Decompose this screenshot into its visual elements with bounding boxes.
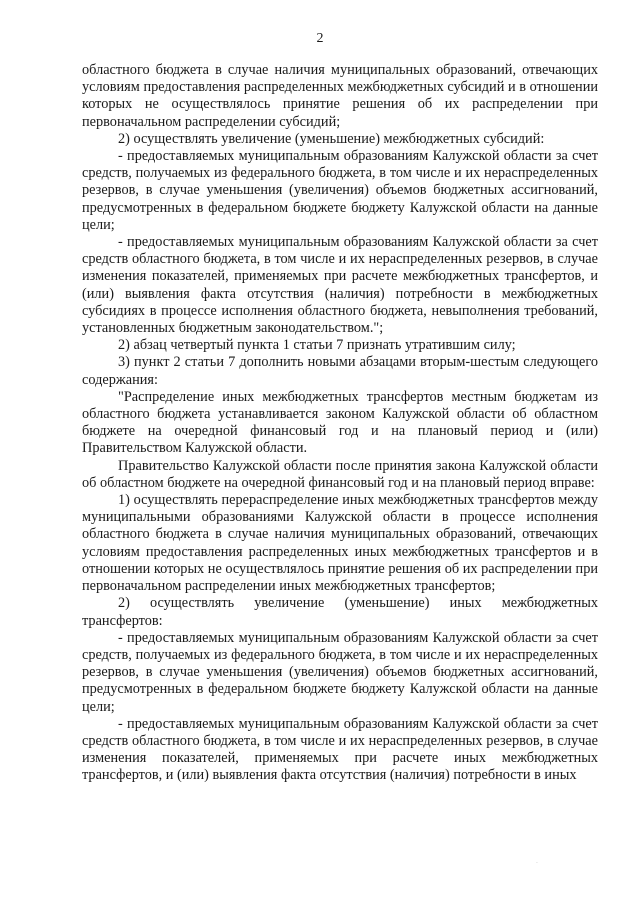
paragraph-federal-subsidies: - предоставляемых муниципальным образованиям Калужской области за счет средств, получаемых из федерального бюджета, в том числе и их нераспределенных резервов, в случае уменьшения (увеличения) объемов бюджетных ассигнований, предусмотренных в федеральном бюджете бюджету Калужской области на данные цели; [82, 148, 598, 233]
paragraph-federal-transfers: - предоставляемых муниципальным образованиям Калужской области за счет средств, получаемых из федерального бюджета, в том числе и их нераспределенных резервов, в случае уменьшения (увеличения) объемов бюджетных ассигнований, предусмотренных в федеральном бюджете бюджету Калужской области на данные цели; [82, 629, 598, 715]
paragraph-item-1-redistribution: 1) осуществлять перераспределение иных межбюджетных трансфертов между муниципальными образованиями Калужской области в процессе исполнения областного бюджета в случае наличия муниципальных образований, отвечающих условиям предоставления распределенных иных межбюджетных трансфертов и в отношении которых не осуществлялось принятие решения об их распределении при первоначальном распределении иных межбюджетных трансфертов; [82, 492, 598, 595]
paragraph-article-7-repeal: 2) абзац четвертый пункта 1 статьи 7 признать утратившим силу; [118, 337, 516, 354]
paragraph-item-2-transfers: 2) осуществлять увеличение (уменьшение) иных межбюджетных трансфертов: [82, 595, 598, 629]
document-body [82, 62, 598, 785]
scan-mark: . [536, 858, 538, 865]
paragraph-regional-transfers: - предоставляемых муниципальным образованиям Калужской области за счет средств областного бюджета, в том числе и их нераспределенных резервов, в случае изменения показателей, применяемых при расчете иных межбюджетных трансфертов, и (или) выявления факта отсутствия (наличия) потребности в иных [82, 715, 598, 784]
paragraph-distribution: "Распределение иных межбюджетных трансфертов местным бюджетам из областного бюджета устанавливается законом Калужской области об областном бюджете на очередной финансовый год и на плановый период и (или) Правительством Калужской области. [82, 388, 598, 457]
paragraph-government-rights: Правительство Калужской области после принятия закона Калужской области об областном бюджете на очередной финансовый год и на плановый период вправе: [82, 457, 598, 491]
paragraph-continuation: областного бюджета в случае наличия муниципальных образований, отвечающих условиям предоставления распределенных межбюджетных субсидий и в отношении которых не осуществлялось принятие решения об их распределении при первоначальном распределении субсидий; [82, 62, 598, 130]
paragraph-regional-subsidies: - предоставляемых муниципальным образованиям Калужской области за счет средств областного бюджета, в том числе и их нераспределенных резервов, в случае изменения показателей, применяемых при расчете межбюджетных трансфертов, и (или) выявления факта отсутствия (наличия) потребности в межбюджетных субсидиях в процессе исполнения областного бюджета, невыполнения требований, установленных бюджетным законодательством."; [82, 234, 598, 337]
page-number: 2 [316, 31, 324, 46]
paragraph-article-7-amend: 3) пункт 2 статьи 7 дополнить новыми абзацами вторым-шестым следующего содержания: [82, 354, 598, 388]
paragraph-item-2-subsidies: 2) осуществлять увеличение (уменьшение) межбюджетных субсидий: [118, 130, 545, 147]
